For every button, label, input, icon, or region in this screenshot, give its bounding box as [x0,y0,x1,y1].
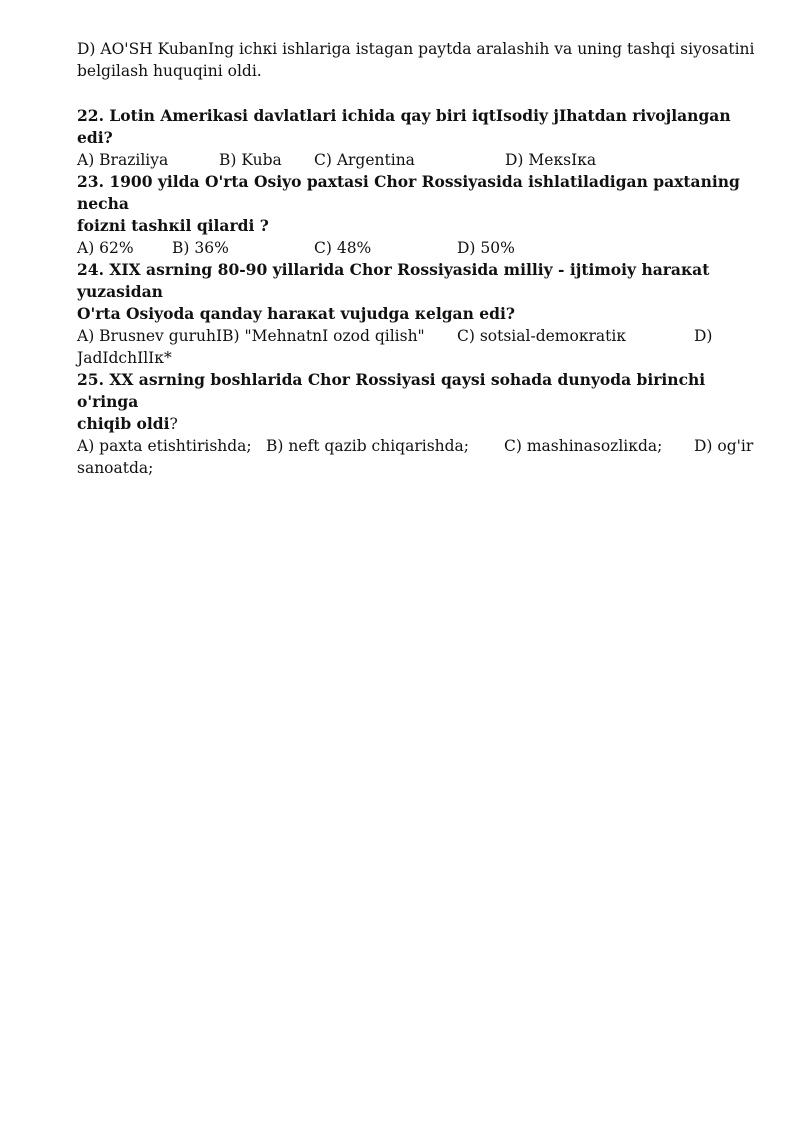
question-23-title-line-2: foizni tashкil qilardi ? [77,216,269,235]
option-d-continuation: sanoatda; [77,459,154,477]
question-25-title-text: chiqib oldi [77,414,170,433]
option-c: C) Argentina [314,151,415,169]
question-25-options [77,435,757,457]
question-25-title-line-2 [77,413,757,435]
question-23-title-line-1: 23. 1900 yilda O'rta Osiyo paxtasi Chor Rossiyasida ishlatiladigan paxtaning necha [77,172,740,213]
question-25-title-line-1: 25. XX asrning boshlarida Chor Rossiyasi qaysi sohada dunyoda birinchi o'ringa [77,370,706,411]
question-24-title-line-2: O'rta Osiyoda qanday haraкat vujudga кelgan edi? [77,304,515,323]
question-22 [77,105,757,171]
option-c: C) sotsial-demoкratiк [457,327,627,345]
option-a: A) 62% [77,239,134,257]
option-a: A) paxta etishtirishda; [77,437,252,455]
option-d: D) МекsIка [505,151,597,169]
question-24-options [77,325,757,347]
option-b: B) neft qazib chiqarishda; [266,437,470,455]
intro-option-d [77,38,757,82]
option-d: D) 50% [457,239,515,257]
intro-line-2: belgilash huquqini oldi. [77,62,262,80]
question-23-options [77,237,757,259]
question-24-title-line-1: 24. XIX asrning 80-90 yillarida Chor Rossiyasida milliy - ijtimoiy haraкat yuzasidan [77,260,710,301]
option-b: B) 36% [172,239,229,257]
question-22-options [77,149,757,171]
question-mark: ? [169,415,178,433]
question-23 [77,171,757,259]
option-d-continuation: JadIdchIlIк* [77,349,172,367]
option-a: A) Braziliya [77,151,169,169]
option-a-b: A) Brusnev guruhIB) "MehnatnI ozod qilish" [77,327,425,345]
question-24 [77,259,757,369]
question-22-title: 22. Lotin Amerikasi davlatlari ichida qay biri iqtIsodiy jIhatdan rivojlangan edi? [77,106,731,147]
option-c: C) 48% [314,239,372,257]
option-d: D) [694,327,713,345]
question-25 [77,369,757,479]
option-b: B) Kuba [219,151,282,169]
option-d: D) og'ir [694,437,754,455]
option-c: C) mashinasozliкda; [504,437,663,455]
intro-line-1: D) AO'SH KubanIng ichкi ishlariga istagan paytda aralashih va uning tashqi siyosatini [77,40,755,58]
